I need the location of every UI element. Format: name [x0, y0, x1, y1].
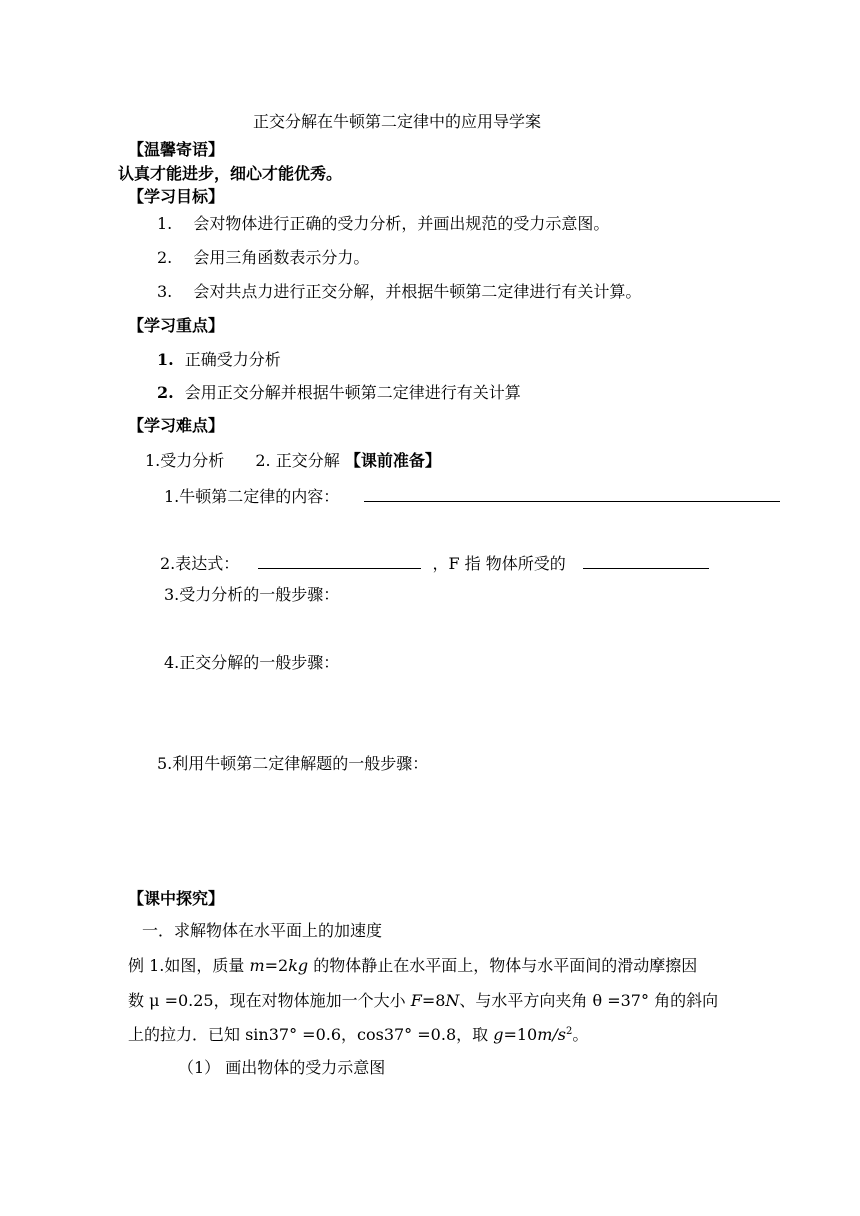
- goal-num: 3.: [157, 282, 173, 301]
- goal-text: 会用三角函数表示分力。: [193, 248, 370, 267]
- text-run: 上的拉力．已知 sin37° =0.6，cos37° =0.8，取: [128, 1025, 494, 1044]
- key-point-text: 正确受力分析: [184, 350, 281, 369]
- difficulty-item-2: 2. 正交分解: [255, 451, 340, 470]
- prep-q2-force-blank[interactable]: [583, 552, 709, 569]
- exponent: 2: [566, 1026, 573, 1037]
- var-F: F: [410, 991, 422, 1010]
- prep-q3: 3.受力分析的一般步骤：: [164, 585, 340, 604]
- prep-q4: 4.正交分解的一般步骤：: [164, 653, 340, 672]
- unit-ms: m/s: [537, 1025, 567, 1044]
- explore-heading: 【课中探究】: [128, 889, 225, 908]
- text-run: =8: [421, 991, 446, 1010]
- prep-q2: [160, 552, 709, 574]
- wenxin-heading: 【温馨寄语】: [128, 140, 225, 159]
- text-run: 的物体静止在水平面上，物体与水平面间的滑动摩擦因: [308, 956, 698, 975]
- key-point-num: 1.: [157, 350, 174, 369]
- text-run: =10: [503, 1025, 538, 1044]
- goal-item-2: [157, 248, 369, 268]
- goal-num: 2.: [157, 248, 173, 267]
- prep-q2-mid: ，F 指 物体所受的: [432, 554, 566, 573]
- page-title: 正交分解在牛顿第二定律中的应用导学案: [253, 112, 542, 131]
- difficulties-heading: 【学习难点】: [128, 416, 225, 435]
- goal-text: 会对共点力进行正交分解，并根据牛顿第二定律进行有关计算。: [193, 282, 642, 301]
- key-point-text: 会用正交分解并根据牛顿第二定律进行有关计算: [184, 383, 521, 402]
- unit-kg: kg: [288, 956, 309, 975]
- prep-q1-label: 1.牛顿第二定律的内容：: [164, 487, 340, 506]
- prep-q1: [164, 485, 780, 507]
- key-point-num: 2.: [157, 383, 174, 402]
- text-run: 例 1.如图，质量: [128, 956, 250, 975]
- text-run: 、与水平方向夹角 θ =37° 角的斜向: [459, 991, 719, 1010]
- section-1-title: 一．求解物体在水平面上的加速度: [142, 921, 383, 940]
- var-g: g: [493, 1025, 504, 1044]
- unit-N: N: [445, 991, 460, 1010]
- sub-question-1: （1） 画出物体的受力示意图: [178, 1058, 386, 1077]
- difficulty-item-1: 1.受力分析: [145, 451, 225, 470]
- prep-heading: 【课前准备】: [344, 451, 441, 470]
- goal-num: 1.: [157, 214, 173, 233]
- var-m: m: [249, 956, 265, 975]
- text-run: 。: [572, 1025, 589, 1044]
- prep-q1-answer-blank[interactable]: [364, 485, 780, 502]
- wenxin-text: 认真才能进步，细心才能优秀。: [118, 164, 343, 183]
- example-1-line-3: [128, 1025, 588, 1045]
- goal-item-3: [157, 282, 641, 302]
- prep-q2-label: 2.表达式：: [160, 554, 240, 573]
- key-points-heading: 【学习重点】: [128, 316, 225, 335]
- difficulties-line: [145, 451, 441, 471]
- goal-text: 会对物体进行正确的受力分析，并画出规范的受力示意图。: [193, 214, 610, 233]
- key-point-item-1: [157, 350, 281, 370]
- prep-q5: 5.利用牛顿第二定律解题的一般步骤：: [157, 754, 429, 773]
- key-point-item-2: [157, 383, 521, 403]
- prep-q2-expression-blank[interactable]: [258, 552, 421, 569]
- goals-heading: 【学习目标】: [128, 187, 225, 206]
- example-1-line-2: [128, 991, 718, 1011]
- example-1-line-1: [128, 956, 697, 976]
- goal-item-1: [157, 214, 609, 234]
- text-run: 数 μ =0.25，现在对物体施加一个大小: [128, 991, 411, 1010]
- text-run: =2: [264, 956, 289, 975]
